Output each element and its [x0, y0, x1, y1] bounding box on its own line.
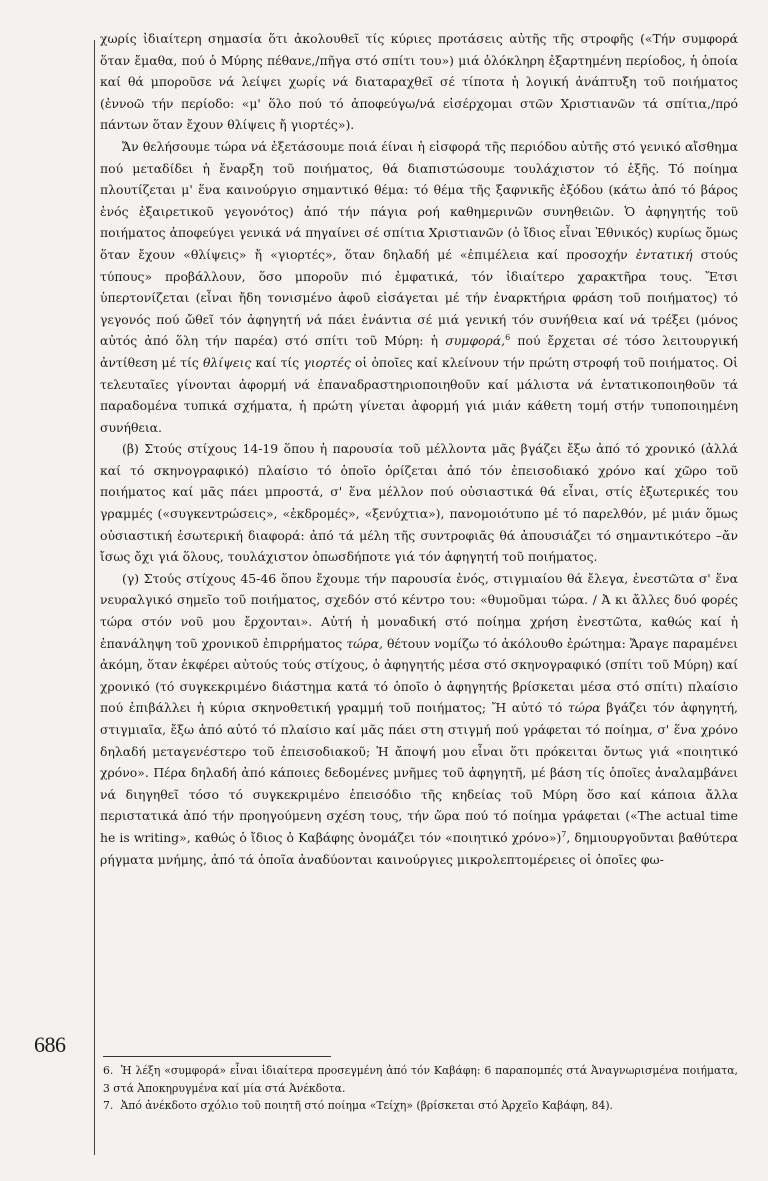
- italic-word: τώρα: [567, 700, 601, 716]
- paragraph-text: καί τίς: [255, 354, 300, 370]
- footnote-text: Ἀπό ἀνέκδοτο σχόλιο τοῦ ποιητῆ στό ποίημα «Τείχη» (βρίσκεται στό Ἀρχεῖο Καβάφη, 84).: [120, 1099, 613, 1112]
- paragraph-text: στούς τύπους» προβάλλουν, ὅσο μποροῦν πιό ἐμφατικά, τόν ἰδιαίτερο χαρακτῆρα τους. Ἔτσι ὑπερτονίζεται (εἶναι ἤδη τονισμένο ἀφοῦ εἰσάγεται μέ τήν ἐναρκτήρια φράση τοῦ ποιήματος) τό γεγονός πού ὤθεῖ τόν ἀφηγητή νά πάει ἐνάντια σέ μιά γενική τόν συνήθεια καί νά τρέξει (μόνος αὐτός ἀπό ὅλη τήν παρέα) στό σπίτι τοῦ Μύρη: ἡ: [100, 246, 738, 349]
- page-number: 686: [34, 1032, 66, 1057]
- paragraph: [100, 438, 738, 568]
- footnote-number: 7.: [103, 1099, 114, 1112]
- paragraph: [100, 28, 738, 136]
- paragraph-text: χωρίς ἰδιαίτερη σημασία ὅτι ἀκολουθεῖ τίς κύριες προτάσεις αὐτῆς τῆς στροφῆς («Τήν συμφορά ὅταν ἔμαθα, πού ὁ Μύρης πέθανε,/πῆγα στό σπίτι του») μιά ὁλόκληρη ἐξαρτημένη περίοδος, ἡ ὁποία καί θά μποροῦσε νά λείψει χωρίς νά διαταραχθεῖ σέ τίποτα ἡ λογική ἀνάπτυξη τοῦ ποιήματος (ἐννοῶ τήν περίοδο: «μ' ὅλο πού τό ἀποφεύγω/νά εἰσέρχομαι στῶν Χριστιανῶν τά σπίτια,/πρό πάντων ὅταν ἔχουν θλίψεις ἤ γιορτές»).: [100, 31, 738, 133]
- paragraph-text: δημιουργοῦνται βαθύτερα ρήγματα μνήμης, ἀπό τά ὁποῖα ἀναδύονται καινούργιες μικρολεπτομέρειες οἱ ὁποῖες φω-: [100, 829, 739, 867]
- paragraph-text: βγάζει τόν ἀφηγητή, στιγμιαῖα, ἔξω ἀπό αὐτό τό πλαίσιο καί μᾶς πάει στη στιγμή πού γράφεται τό ποίημα, σ' ἕνα χρόνο δηλαδή μεταγενέστερο τοῦ ἐπεισοδιακοῦ; Ἡ ἄποψή μου εἶναι ὅτι πρόκειται ὄντως γιά «ποιητικό χρόνο». Πέρα δηλαδή ἀπό κάποιες δεδομένες μνῆμες τοῦ ἀφηγητῆ, μέ βάση τίς ὁποῖες ἀναλαμβάνει νά διηγηθεῖ τόσο τό συγκεκριμένο ἐπεισόδιο τῆς κηδείας τοῦ Μύρη ὅσο καί κάποια ἄλλα περιστατικά ἀπό τήν προηγούμενη σχέση τους, τήν ὥρα πού τό ποίημα γράφεται («The actual time he is writing», καθώς ὁ ἴδιος ὁ Καβάφης ὀνομάζει τόν «ποιητικό χρόνο»): [100, 700, 738, 845]
- footnotes: [103, 1062, 738, 1115]
- italic-word: συμφορά,: [445, 333, 506, 349]
- footnote: [103, 1062, 738, 1097]
- footnote: [103, 1097, 738, 1115]
- paragraph-text: Ἄν θελήσουμε τώρα νά ἐξετάσουμε ποιά έίναι ἡ εἰσφορά τῆς περιόδου αὐτῆς στό γενικό αἴσθημα πού μεταδίδει ἡ ἔναρξη τοῦ ποιήματος, θά διαπιστώσουμε τουλάχιστον τό ἑξῆς. Τό ποίημα πλουτίζεται μ' ἕνα καινούργιο σημαντικό θέμα: τό θέμα τῆς ξαφνικῆς ἐξόδου (κάτω ἀπό τό βάρος ἑνός ἐξαιρετικοῦ γεγονότος) ἀπό τήν πάγια ροή καθημερινῶν συνηθειῶν. Ὁ ἀφηγητής τοῦ ποιήματος ἀποφεύγει γενικά νά πηγαίνει σέ σπίτια Χριστιανῶν (ὁ ἴδιος εἶναι Ἐθνικός) κυρίως ὅμως ὅταν ἔχουν «θλίψεις» ἤ «γιορτές», ὅταν δηλαδή μέ «ἐπιμέλεια καί προσοχήν: [100, 138, 738, 262]
- paragraph-text: (γ) Στούς στίχους 45-46 ὅπου ἔχουμε τήν παρουσία ἑνός, στιγμιαίου θά ἔλεγα, ἐνεστῶτα σ' ἕνα νευραλγικό σημεῖο τοῦ ποιήματος, σχεδόν στό κέντρο του: «θυμοῦμαι τώρα. / Ἀ κι ἄλλες δυό φορές τώρα στόν νοῦ μου ἔρχονται». Αὐτή ἡ μοναδική στό ποίημα χρήση ἐνεστῶτα, καθώς καί ἡ ἐπανάληψη τοῦ χρονικοῦ ἐπιρρήματος: [100, 570, 738, 651]
- italic-word: θλίψεις: [202, 354, 252, 370]
- italic-word: τώρα,: [346, 635, 383, 651]
- paragraph-text: πού ἔρχεται σέ τόσο λειτουργική ἀντίθεση μέ τίς: [100, 333, 738, 370]
- body-text: [100, 28, 738, 870]
- margin-rule: [94, 40, 95, 1155]
- italic-word: ἐντατική: [635, 246, 693, 262]
- paragraph-text: (β) Στούς στίχους 14-19 ὅπου ἡ παρουσία τοῦ μέλλοντα μᾶς βγάζει ἔξω ἀπό τό χρονικό (ἀλλά καί τό σκηνογραφικό) πλαίσιο τό ὁποῖο ὁρίζεται ἀπό τόν ἐπεισοδιακό χρόνο καί χῶρο τοῦ ποιήματος καί μᾶς πάει μπροστά, σ' ἕνα μέλλον πού οὐσιαστικά θά εἶναι, στίς ἐξωτερικές του γραμμές («συγκεντρώσεις», «ἐκδρομές», «ξενύχτια»), πανομοιότυπο μέ τό παρελθόν, μέ μιάν ὅμως οὐσιαστική ἐσωτερική διαφορά: ἀπό τά μέλη τῆς συντροφιᾶς θά ἀπουσιάζει τό σημαντικότερο –ἄν ἴσως ὄχι γιά ὅλους, τουλάχιστον ὁπωσδήποτε γιά τόν ἀφηγητή τοῦ ποιήματος.: [100, 441, 738, 565]
- paragraph: [100, 136, 738, 438]
- footnote-marker: 6: [505, 333, 511, 343]
- footnote-marker: 7: [561, 829, 567, 839]
- footnote-text: Ἡ λέξη «συμφορά» εἶναι ἰδιαίτερα προσεγμένη ἀπό τόν Καβάφη: 6 παραπομπές στά Ἀναγνωρισμένα ποιήματα, 3 στά Ἀποκηρυγμένα καί μία στά Ἀνέκδοτα.: [103, 1064, 738, 1095]
- paragraph: (γ) Στούς στίχους 45-46 ὅπου ἔχουμε τήν παρουσία ἑνός, στιγμιαίου θά ἔλεγα, ἐνεστῶτα σ' ἕνα νευραλγικό σημεῖο τοῦ ποιήματος, σχεδόν στό κέντρο του: «θυμοῦμαι τώρα. / Ἀ κι ἄλλες δυό φορές τώρα στόν νοῦ μου ἔρχονται». Αὐτή ἡ μοναδική στό ποίημα χρήση ἐνεστῶτα, καθώς καί ἡ ἐπανάληψη τοῦ χρονικοῦ ἐπιρρήματος τώρα, θέτουν νομίζω τό ἀκόλουθο ἐρώτημα: Ἄραγε παραμένει ἀκόμη, ὅταν ἐκφέρει αὐτούς τούς στίχους, ὁ ἀφηγητής μέσα στό σκηνογραφικό (σπίτι τοῦ Μύρη) καί χρονικό (τό συγκεκριμένο διάστημα κατά τό ὁποῖο ὁ ἀφηγητής βρίσκεται μέσα στό σπίτι) πλαίσιο πού ἐπιβάλλει ἡ κύρια σκηνοθετική γραμμή τοῦ ποιήματος; Ἤ αὐτό τό τώρα βγάζει τόν ἀφηγητή, στιγμιαῖα, ἔξω ἀπό αὐτό τό πλαίσιο καί μᾶς πάει στη στιγμή πού γράφεται τό ποίημα, σ' ἕνα χρόνο δηλαδή μεταγενέστερο τοῦ ἐπεισοδιακοῦ; Ἡ ἄποψή μου εἶναι ὅτι πρόκειται ὄντως γιά «ποιητικό χρόνο». Πέρα δηλαδή ἀπό κάποιες δεδομένες μνῆμες τοῦ ἀφηγητῆ, μέ βάση τίς ὁποῖες ἀναλαμβάνει νά διηγηθεῖ τόσο τό συγκεκριμένο ἐπεισόδιο τῆς κηδείας τοῦ Μύρη ὅσο καί κάποια ἄλλα περιστατικά ἀπό τήν προηγούμενη σχέση τους, τήν ὥρα πού τό ποίημα γράφεται («The actual time he is writing», καθώς ὁ ἴδιος ὁ Καβάφης ὀνομάζει τόν «ποιητικό χρόνο»)$^7$, δημιουργοῦνται βαθύτερα ρήγματα μνήμης, ἀπό τά ὁποῖα ἀναδύονται καινούργιες μικρολεπτομέρειες οἱ ὁποῖες φω-: [100, 570, 739, 867]
- footnote-rule: [103, 1056, 331, 1057]
- paragraph-text: οἱ ὁποῖες καί κλείνουν τήν πρώτη στροφή τοῦ ποιήματος. Οἱ τελευταῖες γίνονται ἀφορμή νά ἐπαναδραστηριοποιηθοῦν καί μάλιστα νά ἐντατικοποιηθοῦν τά παραδομένα τυπικά σχήματα, ἡ πρώτη γίνεται ἀφορμή γιά μιάν κάθετη τομή στήν τυποποιημένη συνήθεια.: [100, 354, 738, 435]
- italic-word: γιορτές: [303, 354, 351, 370]
- paragraph-text: θέτουν νομίζω τό ἀκόλουθο ἐρώτημα: Ἄραγε παραμένει ἀκόμη, ὅταν ἐκφέρει αὐτούς τούς στίχους, ὁ ἀφηγητής μέσα στό σκηνογραφικό (σπίτι τοῦ Μύρη) καί χρονικό (τό συγκεκριμένο διάστημα κατά τό ὁποῖο ὁ ἀφηγητής βρίσκεται μέσα στό σπίτι) πλαίσιο πού ἐπιβάλλει ἡ κύρια σκηνοθετική γραμμή τοῦ ποιήματος; Ἤ αὐτό τό: [100, 635, 738, 716]
- footnote-number: 6.: [103, 1064, 114, 1077]
